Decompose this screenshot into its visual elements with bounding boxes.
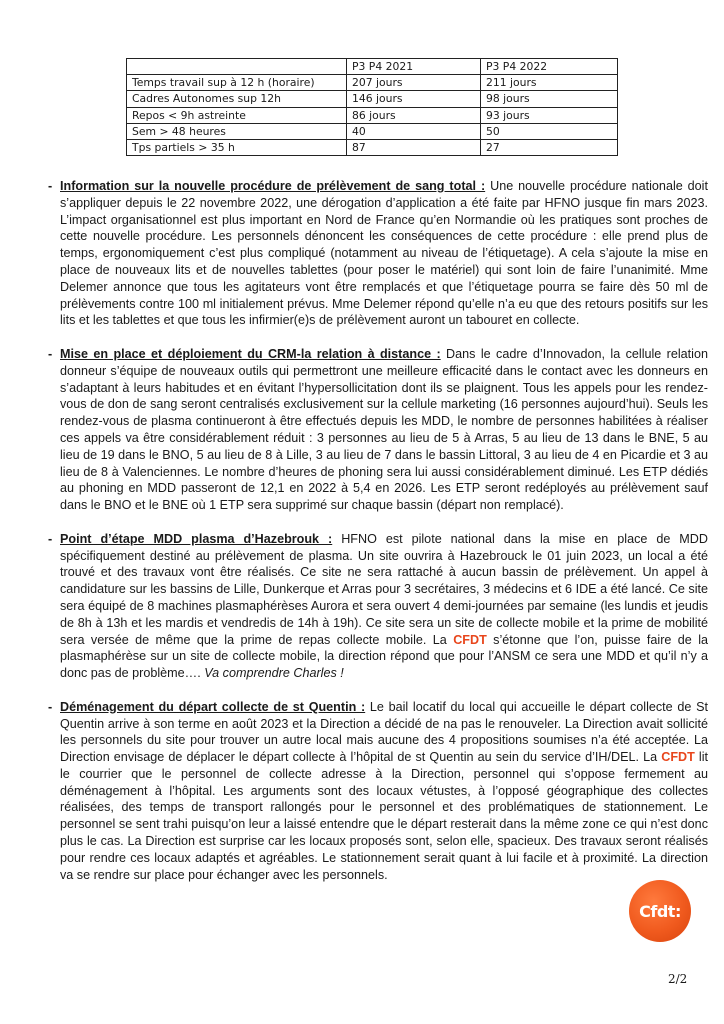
section-text: Dans le cadre d’Innovadon, la cellule relation donneur s’équipe de nouveaux outils qui permettront une meilleure efficacité dans le contact avec les donneurs en s’adaptant à leurs habitudes et en évitant l’hypersollicitation dont ils se plaignent. Tous les appels pour les rendez-vous de don de sang seront centralisés exclusivement sur la cellule marketing (16 personnes aujourd’hui). Seuls les rendez-vous de plasma continueront à être effectués depuis les MDD, le nombre de personnes habilitées à réaliser ces appels va être considérablement réduit : 3 personnes au lieu de 5 à Arras, 5 au lieu de 13 dans le BNE, 5 au lieu de 19 dans le BNO, 5 au lieu de 8 à Lille, 3 au lieu de 7 dans le bassin Littoral, 3 au lieu de 4 en Picardie et 3 au lieu de 8 à Valenciennes. Le nombre d’heures de phoning sera lui aussi considérablement diminué. Les ETP dédiés au phoning en MDD passeront de 12,1 en 2022 à 5,4 en 2026. Les ETP seront redéployés au prélèvement sauf dans le BNO et le BNE où 1 ETP sera supprimé sur chaque bassin (départ non remplacé). (60, 346, 708, 513)
table-row (127, 107, 618, 123)
table-cell: Cadres Autonomes sup 12h (127, 91, 347, 107)
table-row (127, 123, 618, 139)
section-blood-procedure (48, 178, 708, 329)
section-text: lit le courrier que le personnel de collecte adresse à la Direction, personnel qui s’oppose fermement au déménagement à l’hôpital. Les arguments sont des locaux vétustes, à l’opposé géographique des collectes réalisées, des temps de transport rallongés pour le personnel et des problématiques de stationnement. Le personnel se sent trahi puisqu’on leur a laissé entendre que le départ resterait dans la même zone ce qui n’est donc plus le cas. La Direction est surprise car les locaux proposés sont, selon elle, spacieux. Des travaux seront réalisés pour rendre ces locaux adaptés et agréables. Le stationnement serait quant à lui facile et à proximité. La direction va se rendre sur place pour échanger avec les personnels. (60, 750, 709, 882)
section-heading: Déménagement du départ collecte de st Quentin : (60, 699, 366, 714)
table-cell: 207 jours (347, 75, 481, 91)
table-cell: Repos < 9h astreinte (127, 107, 347, 123)
page-number: 2/2 (668, 972, 688, 986)
table-header-cell: P3 P4 2022 (481, 59, 618, 75)
section-text: Le bail locatif du local qui accueille le départ collecte de St Quentin arrive à son terme en août 2023 et la Direction a décidé de na pas le renouveler. La Direction avait sollicité les personnels du site pour trouver un autre local mais aucune des 4 propositions soumises n’a été acceptée. La Direction envisage de déplacer le départ collecte à l’hôpital de st Quentin au sein du service d’IH/DEL. La (60, 699, 709, 765)
table-cell: 93 jours (481, 107, 618, 123)
cfdt-logo-text: Cfdt: (639, 901, 681, 921)
table-header-cell: P3 P4 2021 (347, 59, 481, 75)
bullet-dash: - (48, 531, 53, 546)
table-header-row (127, 59, 618, 75)
section-crm (48, 346, 708, 514)
section-text: Une nouvelle procédure nationale doit s’appliquer depuis le 22 novembre 2022, une dérogation d’application a été faite par HFNO jusque fin mars 2023. L’impact organisationnel est plus important en Nord de France qu’en Normandie où les pratiques sont proches de cette nouvelle procédure. Les personnels dénoncent les conséquences de cette procédure : elle prend plus de temps, ergonomiquement c’est plus compliqué (notamment au niveau de l’étiquetage). A cela s’ajoute la mise en place de nouveaux lits et de nouvelles tablettes (pour poser le matériel) qui sont loin de faire l’unanimité. Mme Delemer annonce que tous les agitateurs vont être remplacés et que l’étiquetage pourra se faire dès 50 ml de prélèvements contre 100 ml initialement prévus. Mme Delemer répond qu’elle n’a eu que des retours positifs sur les lits et les tablettes et que tous les infirmier(e)s de prélèvement auront un tabouret en collecte. (60, 179, 708, 328)
table-row (127, 75, 618, 91)
cfdt-logo (629, 880, 691, 942)
bullet-dash: - (48, 699, 53, 714)
table-cell: 98 jours (481, 91, 618, 107)
bullet-dash: - (48, 179, 53, 193)
table-cell: 211 jours (481, 75, 618, 91)
table-cell: 50 (481, 123, 618, 139)
table-header-cell (127, 59, 347, 75)
section-plasma-hazebrouk (48, 531, 708, 682)
italic-remark: Va comprendre Charles ! (204, 666, 344, 681)
table-cell: 86 jours (347, 107, 481, 123)
sections-container (48, 178, 708, 900)
cfdt-mention: CFDT (453, 632, 487, 647)
table-cell: 40 (347, 123, 481, 139)
table-cell: 87 (347, 140, 481, 156)
section-text: HFNO est pilote national dans la mise en place de MDD spécifiquement destiné au prélèvement de plasma. Un site ouvrira à Hazebrouck le 01 juin 2023, un local a été trouvé et des travaux vont être réalisés. Ce site ne sera rattaché à aucun bassin de prélèvement. Un appel à candidature sur les bassins de Lille, Dunkerque et Arras pour 3 secrétaires, 3 médecins et 6 IDE a été lancé. Ce site sera équipé de 8 machines plasmaphérèses Aurora et sera ouvert 4 demi-journées par semaine (les lundis et jeudis de 8h à 13h et les mardis et vendredis de 14h à 19h). Ce site sera un site de collecte mobile et la prime de mobilité sera versée de même que la prime de repas collecte mobile. La (60, 531, 708, 647)
table-cell: Sem > 48 heures (127, 123, 347, 139)
table-row (127, 91, 618, 107)
cfdt-mention: CFDT (661, 750, 695, 765)
table-cell: Temps travail sup à 12 h (horaire) (127, 75, 347, 91)
section-heading: Mise en place et déploiement du CRM-la relation à distance : (60, 346, 441, 361)
bullet-dash: - (48, 346, 53, 361)
section-st-quentin (48, 699, 708, 884)
hours-stats-table (126, 58, 618, 156)
table-cell: 27 (481, 140, 618, 156)
section-text: s’étonne que l’on, puisse faire de la plasmaphérèse sur un site de collecte mobile, la direction répond que pour l’ANSM ce sera une MDD et qu’il n’y a donc pas de problème…. (60, 632, 709, 681)
table-cell: Tps partiels > 35 h (127, 140, 347, 156)
section-heading: Information sur la nouvelle procédure de prélèvement de sang total : (60, 179, 486, 193)
table-cell: 146 jours (347, 91, 481, 107)
section-heading: Point d’étape MDD plasma d’Hazebrouk : (60, 531, 333, 546)
table-row (127, 140, 618, 156)
